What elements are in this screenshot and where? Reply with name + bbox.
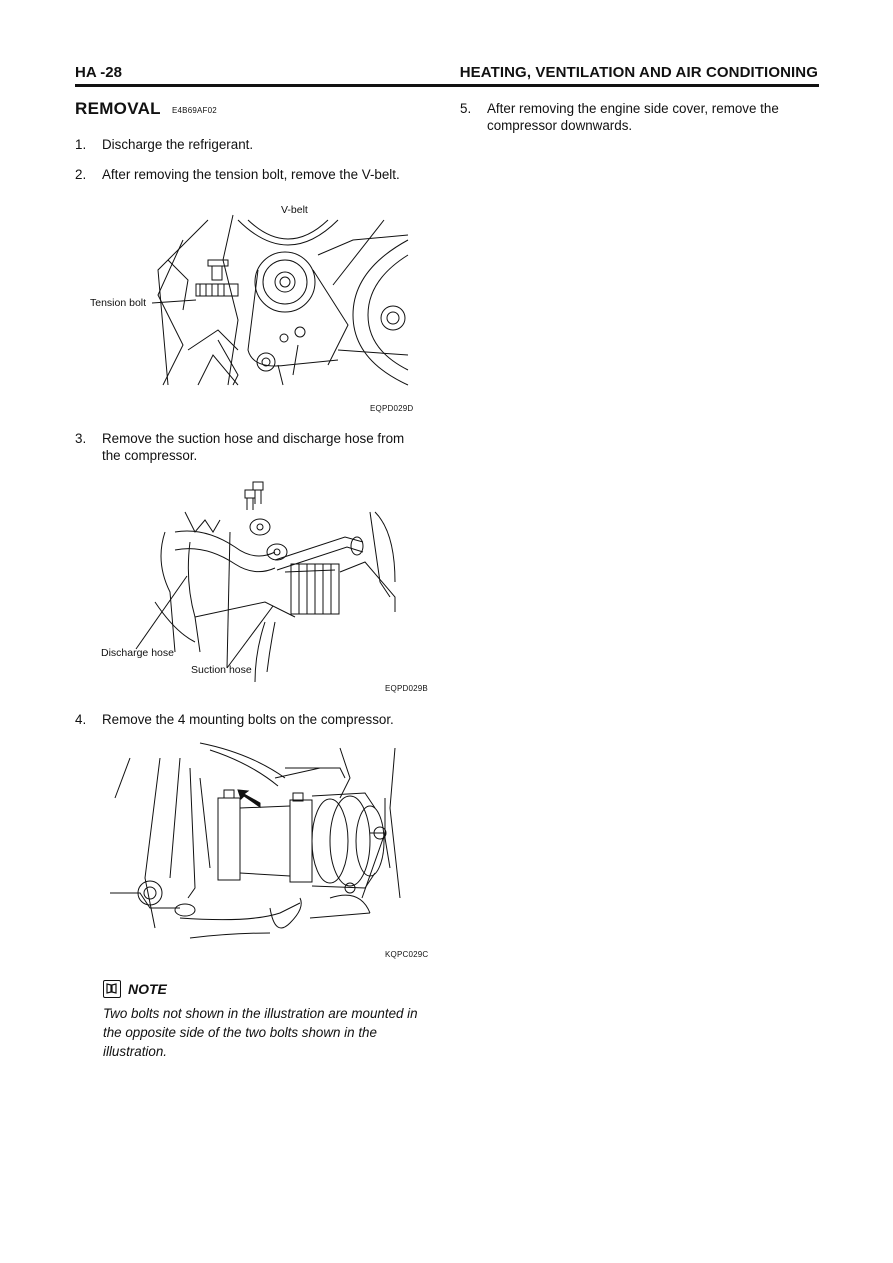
step-text: Remove the suction hose and discharge hose from xyxy=(102,431,405,446)
step-4 xyxy=(75,711,435,729)
step-text: the compressor. xyxy=(102,448,198,463)
figure-code: EQPD029B xyxy=(385,684,428,693)
step-3 xyxy=(75,430,435,466)
step-text: compressor downwards. xyxy=(487,118,633,133)
step-number: 2. xyxy=(75,167,87,182)
step-text: After removing the engine side cover, remove the xyxy=(487,101,779,116)
note-title: NOTE xyxy=(128,981,167,997)
step-number: 5. xyxy=(460,101,472,116)
header-rule xyxy=(75,84,819,87)
step-number: 3. xyxy=(75,431,87,446)
discharge-hose-label: Discharge hose xyxy=(101,647,174,659)
section-title: REMOVAL xyxy=(75,99,161,118)
step-text: Discharge the refrigerant. xyxy=(102,137,254,152)
figure-code: EQPD029D xyxy=(370,404,414,413)
book-icon xyxy=(103,980,121,998)
step-text: Remove the 4 mounting bolts on the compressor. xyxy=(102,712,394,727)
section-code: E4B69AF02 xyxy=(172,106,217,115)
figure-hoses xyxy=(95,472,433,698)
step-2 xyxy=(75,166,435,184)
tension-bolt-label: Tension bolt xyxy=(90,297,147,309)
figure-vbelt xyxy=(88,200,433,415)
note-body: Two bolts not shown in the illustration are mounted in the opposite side of the two bolts shown in the illustration. xyxy=(103,1006,418,1059)
step-text: After removing the tension bolt, remove the V-belt. xyxy=(102,167,400,182)
suction-hose-label: Suction hose xyxy=(191,664,252,676)
figure-code: KQPC029C xyxy=(385,950,429,959)
step-number: 4. xyxy=(75,712,87,727)
step-number: 1. xyxy=(75,137,87,152)
compressor-illustration xyxy=(100,738,433,960)
figure-compressor xyxy=(100,738,433,960)
page-number: HA -28 xyxy=(75,64,122,81)
vbelt-label: V-belt xyxy=(281,204,308,216)
step-1 xyxy=(75,136,435,154)
step-5 xyxy=(460,100,820,136)
chapter-title: HEATING, VENTILATION AND AIR CONDITIONING xyxy=(459,64,818,81)
